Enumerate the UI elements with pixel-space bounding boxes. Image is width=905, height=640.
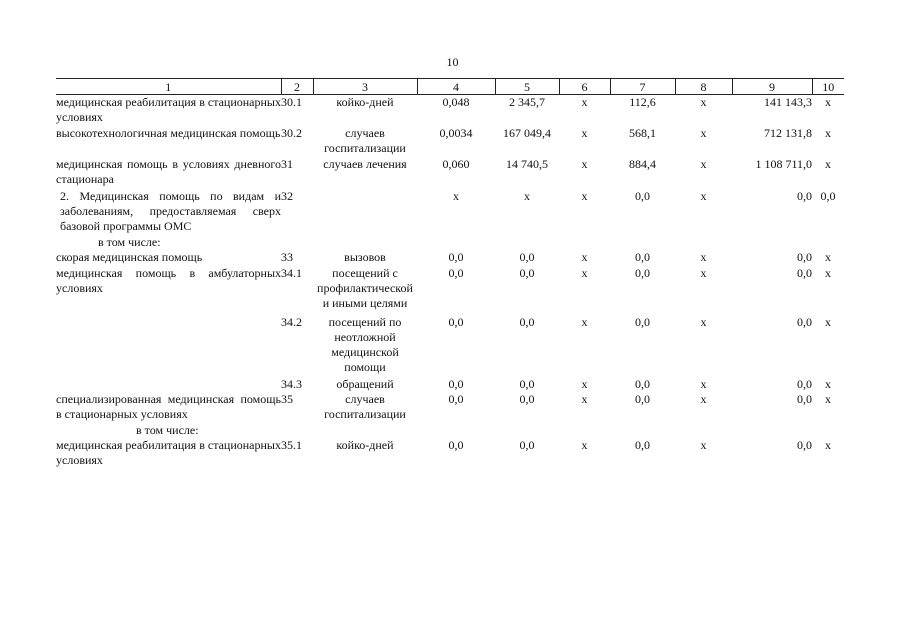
cell-col-10: х [825, 95, 831, 109]
cell-col-4: 0,060 [442, 157, 470, 171]
cell-col-2: 30.1 [281, 95, 302, 109]
cell-col-6 [559, 423, 610, 438]
cell-col-4: 0,0 [448, 315, 464, 329]
table-row [56, 250, 844, 266]
cell-col-2 [281, 235, 313, 250]
cell-col-3: вызовов [344, 250, 386, 264]
cell-col-3: случаев госпитализации [324, 392, 406, 421]
cell-col-9 [732, 235, 812, 250]
cell-col-6: х [581, 315, 588, 329]
cell-col-1 [56, 315, 281, 377]
cell-col-2: 35 [281, 392, 293, 406]
cell-col-3: посещений с профилактической и иными целями [317, 266, 413, 310]
col-header-10: 10 [812, 79, 844, 95]
cell-col-1: скорая медицинская помощь [56, 250, 203, 264]
cell-col-1: в том числе: [98, 235, 161, 249]
cell-col-7: 0,0 [635, 315, 650, 329]
cell-col-2: 31 [281, 157, 293, 171]
cell-col-2 [281, 423, 313, 438]
cell-col-7: 0,0 [635, 438, 650, 452]
cell-col-10: 0,0 [820, 189, 836, 203]
col-header-7: 7 [610, 79, 675, 95]
cell-col-9: 1 108 711,0 [755, 157, 812, 171]
cell-col-4: 0,0 [448, 392, 464, 406]
cell-col-9: 0,0 [797, 266, 812, 280]
col-header-8: 8 [675, 79, 732, 95]
cell-col-2: 33 [281, 250, 293, 264]
cell-col-8: х [700, 377, 707, 391]
table-row [56, 377, 844, 392]
cell-col-3: обращений [336, 377, 394, 391]
cell-col-6: х [581, 95, 588, 109]
cell-col-3: койко-дней [336, 438, 394, 452]
cell-col-1 [56, 377, 281, 392]
table-row [56, 438, 844, 468]
table-row [56, 315, 844, 377]
cell-col-4: 0,0 [448, 377, 464, 391]
cell-col-10: х [825, 250, 831, 264]
cell-col-10 [812, 423, 844, 438]
cell-col-8: х [700, 95, 707, 109]
cell-col-8: х [700, 157, 707, 171]
cell-col-2: 34.2 [281, 315, 302, 329]
table-row [56, 157, 844, 189]
cell-col-10: х [825, 438, 831, 452]
table-row [56, 266, 844, 315]
cell-col-5: 167 049,4 [503, 126, 551, 140]
table-row [56, 235, 844, 250]
cell-col-8 [675, 423, 732, 438]
cell-col-5: 2 345,7 [509, 95, 545, 109]
cell-col-8: х [700, 250, 707, 264]
cell-col-6: х [581, 438, 588, 452]
cell-col-2: 32 [281, 189, 293, 203]
cell-col-8 [675, 235, 732, 250]
cell-col-7 [610, 423, 675, 438]
cell-col-4 [417, 423, 495, 438]
cell-col-3: случаев лечения [323, 157, 407, 171]
col-header-6: 6 [559, 79, 610, 95]
cell-col-3 [313, 235, 417, 250]
cell-col-9: 0,0 [797, 189, 812, 203]
table-row [56, 392, 844, 423]
cell-col-10: х [825, 157, 831, 171]
table-body [56, 95, 844, 469]
col-header-5: 5 [495, 79, 559, 95]
cell-col-5: 0,0 [519, 315, 535, 329]
col-header-1: 1 [56, 79, 281, 95]
cell-col-8: х [700, 189, 707, 203]
cell-col-10: х [825, 377, 831, 391]
cell-col-9: 712 131,8 [764, 126, 812, 140]
cell-col-6: х [581, 377, 588, 391]
cell-col-5: 0,0 [519, 392, 535, 406]
cell-col-2: 35.1 [281, 438, 302, 452]
cell-col-1: в том числе: [136, 423, 199, 437]
table-row [56, 95, 844, 127]
cell-col-4: 0,0 [448, 266, 464, 280]
cell-col-6: х [581, 126, 588, 140]
cell-col-7: 884,4 [629, 157, 656, 171]
cell-col-5 [495, 235, 559, 250]
cell-col-9: 0,0 [797, 250, 812, 264]
cell-col-8: х [700, 126, 707, 140]
cell-col-6: х [581, 157, 588, 171]
cell-col-1: высокотехнологичная медицинская помощь [56, 126, 281, 140]
cell-col-10: х [825, 392, 831, 406]
cell-col-1: специализированная медицинская помощь в стационарных условиях [56, 392, 281, 421]
cell-col-6: х [581, 266, 588, 280]
col-header-2: 2 [281, 79, 313, 95]
cell-col-6 [559, 235, 610, 250]
cell-col-2: 34.3 [281, 377, 302, 391]
cell-col-5: 0,0 [519, 250, 535, 264]
cell-col-9: 0,0 [797, 377, 812, 391]
cell-col-5: 0,0 [519, 438, 535, 452]
cell-col-6: х [581, 189, 588, 203]
cell-col-3: посещений по неотложной медицинской помощи [328, 315, 402, 374]
cell-col-9: 141 143,3 [764, 95, 812, 109]
table-header [56, 79, 844, 95]
cell-col-4: 0,0 [448, 438, 464, 452]
table-row [56, 423, 844, 438]
cell-col-3: койко-дней [336, 95, 394, 109]
col-header-9: 9 [732, 79, 812, 95]
cell-col-4: 0,0 [448, 250, 464, 264]
cell-col-7: 0,0 [635, 392, 650, 406]
page-number: 10 [446, 55, 459, 69]
cell-col-7: 0,0 [635, 266, 650, 280]
data-table [56, 78, 844, 468]
cell-col-4: 0,048 [442, 95, 470, 109]
cell-col-7: 112,6 [629, 95, 656, 109]
table-row [56, 189, 844, 235]
cell-col-4 [417, 235, 495, 250]
cell-col-2: 30.2 [281, 126, 302, 140]
cell-col-6: х [581, 250, 588, 264]
cell-col-7: 0,0 [635, 189, 650, 203]
cell-col-9: 0,0 [797, 392, 812, 406]
cell-col-7: 0,0 [635, 377, 650, 391]
col-header-3: 3 [313, 79, 417, 95]
cell-col-2: 34.1 [281, 266, 302, 280]
cell-col-10: х [825, 315, 831, 329]
cell-col-4: х [453, 189, 459, 203]
cell-col-10: х [825, 266, 831, 280]
cell-col-5: х [524, 189, 530, 203]
cell-col-5: 14 740,5 [506, 157, 548, 171]
cell-col-9: 0,0 [797, 438, 812, 452]
cell-col-10: х [825, 126, 831, 140]
cell-col-5: 0,0 [519, 266, 535, 280]
cell-col-3: случаев госпитализации [324, 126, 406, 155]
cell-col-7: 568,1 [629, 126, 656, 140]
cell-col-1: медицинская помощь в условиях дневного стационара [56, 157, 281, 186]
cell-col-10 [812, 235, 844, 250]
cell-col-5 [495, 423, 559, 438]
cell-col-3 [313, 189, 417, 235]
cell-col-6: х [581, 392, 588, 406]
cell-col-9: 0,0 [797, 315, 812, 329]
cell-col-8: х [700, 266, 707, 280]
cell-col-8: х [700, 438, 707, 452]
cell-col-3 [313, 423, 417, 438]
cell-col-8: х [700, 315, 707, 329]
cell-col-1: медицинская реабилитация в стационарных условиях [56, 95, 281, 124]
cell-col-5: 0,0 [519, 377, 535, 391]
cell-col-7: 0,0 [635, 250, 650, 264]
cell-col-1: медицинская помощь в амбулаторных условиях [56, 266, 281, 295]
cell-col-4: 0,0034 [439, 126, 473, 140]
cell-col-8: х [700, 392, 707, 406]
table-row [56, 126, 844, 157]
cell-col-1: 2. Медицинская помощь по видам и заболеваниям, предоставляемая сверх базовой программы ОМС [60, 189, 281, 233]
col-header-4: 4 [417, 79, 495, 95]
cell-col-7 [610, 235, 675, 250]
cell-col-9 [732, 423, 812, 438]
cell-col-1: медицинская реабилитация в стационарных условиях [56, 438, 281, 467]
